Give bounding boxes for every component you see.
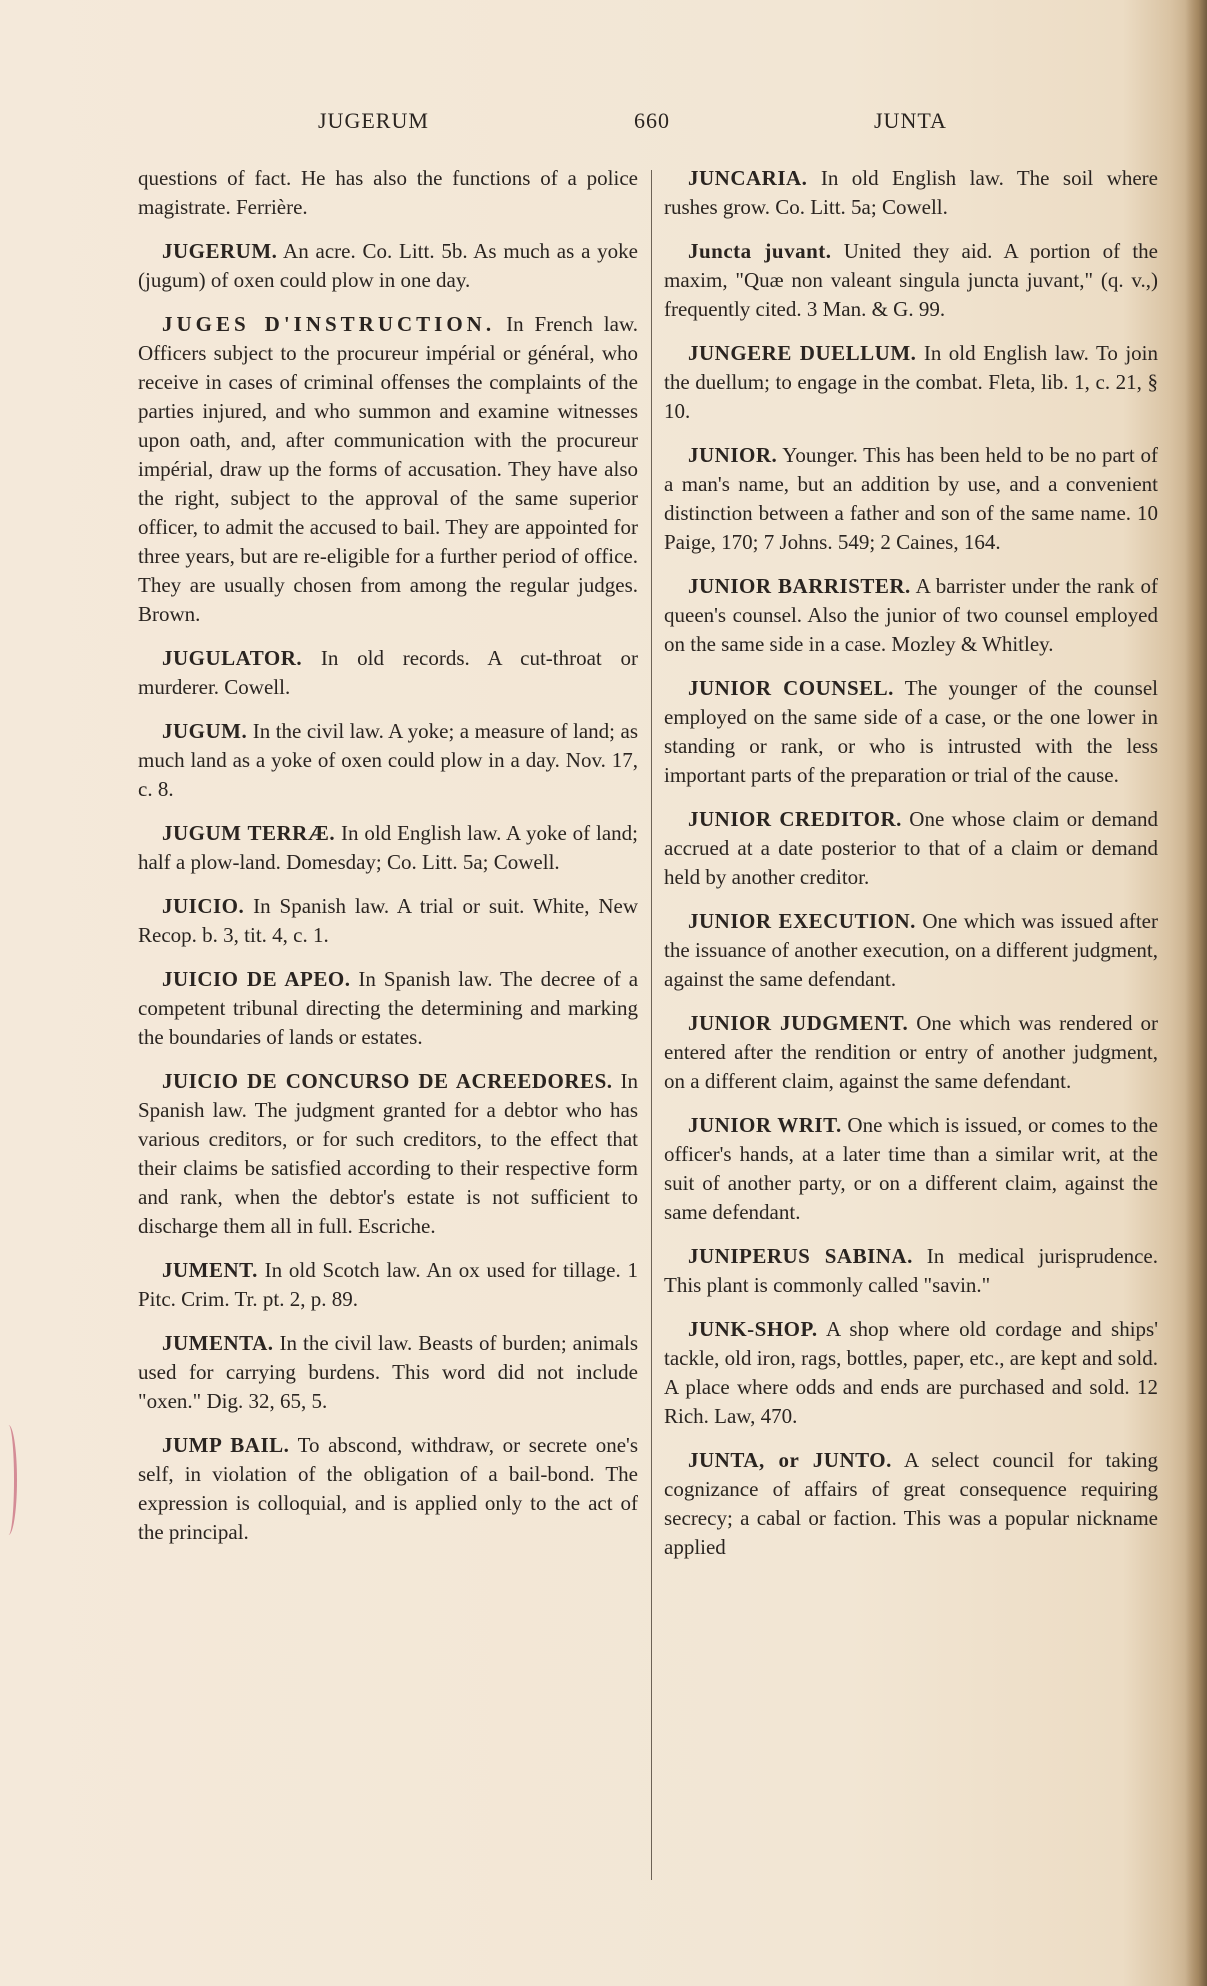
entry-headword: JUNIOR COUNSEL. [688, 676, 894, 700]
entry-definition: A shop where old cordage and ships' tackle, old iron, rags, bottles, paper, etc., are kept and sold. A place where odds and ends are purchased and sold. 12 Rich. Law, 470. [664, 1317, 1158, 1428]
dictionary-entry [664, 1446, 1158, 1562]
entry-definition: In the civil law. A yoke; a measure of land; as much land as a yoke of oxen could plow in a day. Nov. 17, c. 8. [138, 719, 638, 801]
entry-headword: JUNIOR. [688, 443, 778, 467]
entry-definition: In old records. A cut-throat or murderer. Cowell. [138, 646, 638, 699]
margin-mark [0, 1425, 17, 1535]
entry-definition: In Spanish law. A trial or suit. White, New Recop. b. 3, tit. 4, c. 1. [138, 894, 639, 947]
entry-definition: An acre. Co. Litt. 5b. As much as a yoke (jugum) of oxen could plow in one day. [138, 239, 638, 292]
entry-headword: JUNIOR CREDITOR. [688, 807, 902, 831]
entry-headword: JUMENT. [162, 1258, 258, 1282]
entry-definition: In old English law. A yoke of land; half a plow-land. Domesday; Co. Litt. 5a; Cowell. [138, 821, 639, 874]
dictionary-entry [664, 1009, 1158, 1096]
page-edge-shadow [1185, 0, 1207, 1986]
dictionary-entry [138, 310, 638, 629]
entry-definition: One whose claim or demand accrued at a date posterior to that of a claim or demand held by another creditor. [664, 807, 1159, 889]
entry-headword: JUNIOR JUDGMENT. [688, 1011, 909, 1035]
entry-definition: One which was issued after the issuance of another execution, on a different judgment, against the same defendant. [664, 909, 1158, 991]
entry-definition: Younger. This has been held to be no part of a man's name, but an addition by use, and a convenient distinction between a father and son of the same name. 10 Paige, 170; 7 Johns. 549; 2 Caines, 164. [664, 443, 1158, 554]
dictionary-entry [664, 1315, 1158, 1431]
entry-definition: One which was rendered or entered after the rendition or entry of another judgment, on a different claim, against the same defendant. [664, 1011, 1158, 1093]
dictionary-entry [138, 1431, 638, 1547]
header-left-guideword: JUGERUM [318, 108, 429, 133]
dictionary-entry [664, 1242, 1158, 1300]
dictionary-entry [664, 674, 1158, 790]
entry-definition: The younger of the counsel employed on the same side of a case, or the one lower in standing or rank, or who is intrusted with the less important parts of the preparation or trial of the cause. [664, 676, 1158, 787]
dictionary-entry [664, 805, 1158, 892]
entry-definition: In medical jurisprudence. This plant is commonly called "savin." [664, 1244, 1159, 1297]
entry-headword: JUGULATOR. [162, 646, 303, 670]
entry-headword: JUICIO DE CONCURSO DE ACREEDORES. [162, 1069, 613, 1093]
entry-definition: A barrister under the rank of queen's counsel. Also the junior of two counsel employed on the same side in a case. Mozley & Whitley. [664, 574, 1158, 656]
running-header [0, 108, 1180, 144]
entry-definition: United they aid. A portion of the maxim, "Quæ non valeant singula juncta juvant," (q. v.,) frequently cited. 3 Man. & G. 99. [664, 239, 1158, 321]
entry-definition: One which is issued, or comes to the officer's hands, at a later time than a similar writ, at the suit of another party, or on a different claim, against the same defendant. [664, 1113, 1158, 1224]
entry-headword: Juncta juvant. [688, 239, 832, 263]
entry-headword: JUNGERE DUELLUM. [688, 341, 917, 365]
entry-headword: JUMENTA. [162, 1331, 274, 1355]
entry-definition: In old Scotch law. An ox used for tillage. 1 Pitc. Crim. Tr. pt. 2, p. 89. [138, 1258, 639, 1311]
dictionary-entry [138, 965, 638, 1052]
dictionary-entry [664, 339, 1158, 426]
entry-headword: JUGUM TERRÆ. [162, 821, 336, 845]
entry-headword: JUMP BAIL. [162, 1433, 290, 1457]
entry-headword: JUNK-SHOP. [688, 1317, 818, 1341]
dictionary-entry [664, 907, 1158, 994]
entry-headword: JUNIOR EXECUTION. [688, 909, 916, 933]
entry-definition: A select council for taking cognizance of affairs of great consequence requiring secrecy; a cabal or faction. This was a popular nickname applied [664, 1448, 1158, 1559]
entry-headword: JUGES D'INSTRUCTION. [162, 312, 496, 336]
entry-headword: JUICIO. [162, 894, 245, 918]
dictionary-entry [664, 237, 1158, 324]
header-right-guideword: JUNTA [874, 108, 947, 133]
dictionary-entry [138, 1329, 638, 1416]
dictionary-entry [138, 1067, 638, 1241]
entry-headword: JUGERUM. [162, 239, 278, 263]
entry-definition: In old English law. The soil where rushes grow. Co. Litt. 5a; Cowell. [664, 166, 1158, 219]
dictionary-entry [138, 892, 638, 950]
entry-definition: In the civil law. Beasts of burden; animals used for carrying burdens. This word did not include "oxen." Dig. 32, 65, 5. [138, 1331, 638, 1413]
right-column [664, 164, 1158, 1577]
page-number: 660 [634, 108, 670, 133]
entry-definition: questions of fact. He has also the functions of a police magistrate. Ferrière. [138, 166, 638, 219]
entry-headword: JUGUM. [162, 719, 248, 743]
entry-definition: In Spanish law. The decree of a competent tribunal directing the determining and marking the boundaries of lands or estates. [138, 967, 639, 1049]
dictionary-entry [138, 164, 638, 222]
dictionary-entry [138, 819, 638, 877]
dictionary-entry [138, 717, 638, 804]
entry-definition: To abscond, withdraw, or secrete one's self, in violation of the obligation of a bail-bond. The expression is colloquial, and is applied only to the act of the principal. [138, 1433, 638, 1544]
entry-headword: JUICIO DE APEO. [162, 967, 351, 991]
entry-headword: JUNIOR BARRISTER. [688, 574, 911, 598]
entry-definition: In old English law. To join the duellum; to engage in the combat. Fleta, lib. 1, c. 21, § 10. [664, 341, 1159, 423]
entry-headword: JUNTA, or JUNTO. [688, 1448, 892, 1472]
left-column [138, 164, 638, 1562]
dictionary-entry [664, 164, 1158, 222]
dictionary-entry [138, 644, 638, 702]
entry-definition: In French law. Officers subject to the procureur impérial or général, who receive in cases of criminal offenses the complaints of the parties injured, and who summon and examine witnesses upon oath, and, after communication with the procureur impérial, draw up the forms of accusation. They have also the right, subject to the approval of the same superior officer, to admit the accused to bail. They are appointed for three years, but are re-eligible for a further period of office. They are usually chosen from among the regular judges. Brown. [138, 312, 639, 626]
dictionary-entry [138, 237, 638, 295]
entry-headword: JUNCARIA. [688, 166, 808, 190]
entry-headword: JUNIOR WRIT. [688, 1113, 842, 1137]
dictionary-entry [664, 441, 1158, 557]
entry-headword: JUNIPERUS SABINA. [688, 1244, 913, 1268]
dictionary-entry [664, 572, 1158, 659]
column-divider [651, 170, 652, 1880]
entry-definition: In Spanish law. The judgment granted for a debtor who has various creditors, or for such creditors, to the effect that their claims be satisfied according to their respective form and rank, when the debtor's estate is not sufficient to discharge them all in full. Escriche. [138, 1069, 639, 1238]
dictionary-entry [664, 1111, 1158, 1227]
dictionary-entry [138, 1256, 638, 1314]
